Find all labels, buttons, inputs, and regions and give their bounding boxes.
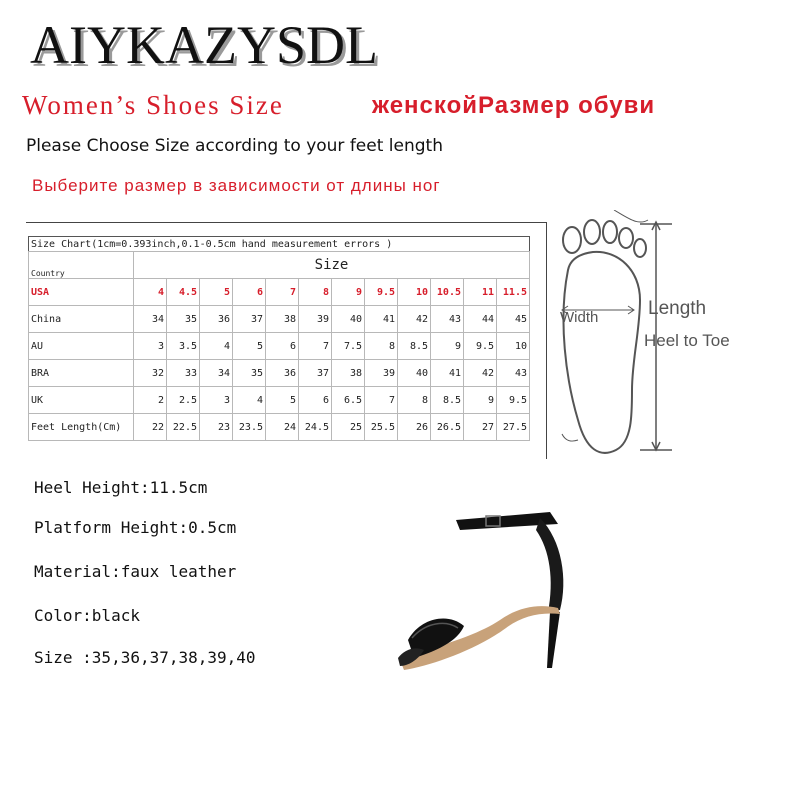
table-row xyxy=(29,360,530,387)
spec-color: Color:black xyxy=(34,606,140,625)
table-cell: 5 xyxy=(200,279,233,306)
row-label: BRA xyxy=(29,360,134,387)
table-cell: 8.5 xyxy=(431,387,464,414)
table-cell: 8 xyxy=(398,387,431,414)
table-cell: 35 xyxy=(167,306,200,333)
table-cell: 35 xyxy=(233,360,266,387)
heel-to-toe-label: Heel to Toe xyxy=(644,331,730,350)
table-cell: 43 xyxy=(431,306,464,333)
size-header: Size xyxy=(134,252,530,279)
table-cell: 4 xyxy=(200,333,233,360)
size-chart-body xyxy=(29,279,530,441)
table-cell: 6 xyxy=(233,279,266,306)
table-cell: 3 xyxy=(134,333,167,360)
spec-heel-height: Heel Height:11.5cm xyxy=(34,478,208,497)
table-cell: 34 xyxy=(200,360,233,387)
table-cell: 34 xyxy=(134,306,167,333)
spec-platform-height: Platform Height:0.5cm xyxy=(34,518,237,537)
table-cell: 9 xyxy=(464,387,497,414)
row-label: UK xyxy=(29,387,134,414)
table-row xyxy=(29,306,530,333)
table-cell: 33 xyxy=(167,360,200,387)
table-cell: 36 xyxy=(266,360,299,387)
table-cell: 6 xyxy=(299,387,332,414)
table-cell: 7.5 xyxy=(332,333,365,360)
instruction-russian: Выберите размер в зависимости от длины ног xyxy=(32,176,441,195)
table-cell: 4.5 xyxy=(167,279,200,306)
table-row xyxy=(29,279,530,306)
table-cell: 25.5 xyxy=(365,414,398,441)
table-cell: 39 xyxy=(299,306,332,333)
table-cell: 8 xyxy=(365,333,398,360)
table-cell: 41 xyxy=(431,360,464,387)
spec-sizes: Size :35,36,37,38,39,40 xyxy=(34,648,256,667)
table-cell: 27 xyxy=(464,414,497,441)
foot-measurement-diagram xyxy=(548,210,748,510)
row-label: Feet Length(Cm) xyxy=(29,414,134,441)
table-row xyxy=(29,333,530,360)
table-cell: 8 xyxy=(299,279,332,306)
table-cell: 9 xyxy=(431,333,464,360)
length-label: Length xyxy=(648,298,707,319)
foot-outline-icon xyxy=(562,210,648,453)
table-row xyxy=(29,414,530,441)
table-cell: 32 xyxy=(134,360,167,387)
brand-logo: AIYKAZYSDL xyxy=(30,15,378,75)
table-cell: 8.5 xyxy=(398,333,431,360)
table-cell: 23.5 xyxy=(233,414,266,441)
title-russian: женскойРазмер обуви xyxy=(372,92,656,119)
row-label: USA xyxy=(29,279,134,306)
table-cell: 24 xyxy=(266,414,299,441)
row-label: China xyxy=(29,306,134,333)
table-cell: 42 xyxy=(464,360,497,387)
table-cell: 5 xyxy=(233,333,266,360)
table-cell: 9.5 xyxy=(365,279,398,306)
table-cell: 44 xyxy=(464,306,497,333)
table-cell: 5 xyxy=(266,387,299,414)
table-cell: 45 xyxy=(497,306,530,333)
table-cell: 6.5 xyxy=(332,387,365,414)
table-cell: 3.5 xyxy=(167,333,200,360)
table-cell: 40 xyxy=(398,360,431,387)
table-cell: 37 xyxy=(233,306,266,333)
country-header: Country xyxy=(29,252,134,279)
table-cell: 4 xyxy=(233,387,266,414)
table-cell: 25 xyxy=(332,414,365,441)
table-cell: 6 xyxy=(266,333,299,360)
width-label: Width xyxy=(560,309,599,326)
instruction-english: Please Choose Size according to your feet length xyxy=(26,136,443,156)
title-english: Women’s Shoes Size xyxy=(22,90,284,120)
table-cell: 4 xyxy=(134,279,167,306)
table-cell: 9.5 xyxy=(464,333,497,360)
table-cell: 40 xyxy=(332,306,365,333)
table-cell: 11 xyxy=(464,279,497,306)
table-row xyxy=(29,387,530,414)
table-cell: 39 xyxy=(365,360,398,387)
table-cell: 27.5 xyxy=(497,414,530,441)
table-cell: 22.5 xyxy=(167,414,200,441)
table-cell: 11.5 xyxy=(497,279,530,306)
table-cell: 26 xyxy=(398,414,431,441)
spec-material: Material:faux leather xyxy=(34,562,237,581)
table-cell: 9 xyxy=(332,279,365,306)
table-cell: 41 xyxy=(365,306,398,333)
table-cell: 2.5 xyxy=(167,387,200,414)
table-cell: 7 xyxy=(266,279,299,306)
table-cell: 10 xyxy=(398,279,431,306)
table-cell: 3 xyxy=(200,387,233,414)
table-cell: 26.5 xyxy=(431,414,464,441)
table-cell: 10 xyxy=(497,333,530,360)
row-label: AU xyxy=(29,333,134,360)
table-cell: 38 xyxy=(266,306,299,333)
table-cell: 37 xyxy=(299,360,332,387)
table-cell: 7 xyxy=(299,333,332,360)
table-cell: 2 xyxy=(134,387,167,414)
table-cell: 36 xyxy=(200,306,233,333)
sandal-product-image xyxy=(390,500,590,690)
table-cell: 23 xyxy=(200,414,233,441)
table-cell: 24.5 xyxy=(299,414,332,441)
table-cell: 9.5 xyxy=(497,387,530,414)
table-cell: 43 xyxy=(497,360,530,387)
table-cell: 22 xyxy=(134,414,167,441)
table-cell: 42 xyxy=(398,306,431,333)
size-chart-caption: Size Chart(1cm=0.393inch,0.1-0.5cm hand measurement errors ) xyxy=(29,237,530,252)
table-cell: 7 xyxy=(365,387,398,414)
table-cell: 10.5 xyxy=(431,279,464,306)
table-cell: 38 xyxy=(332,360,365,387)
size-chart-table xyxy=(28,236,530,441)
